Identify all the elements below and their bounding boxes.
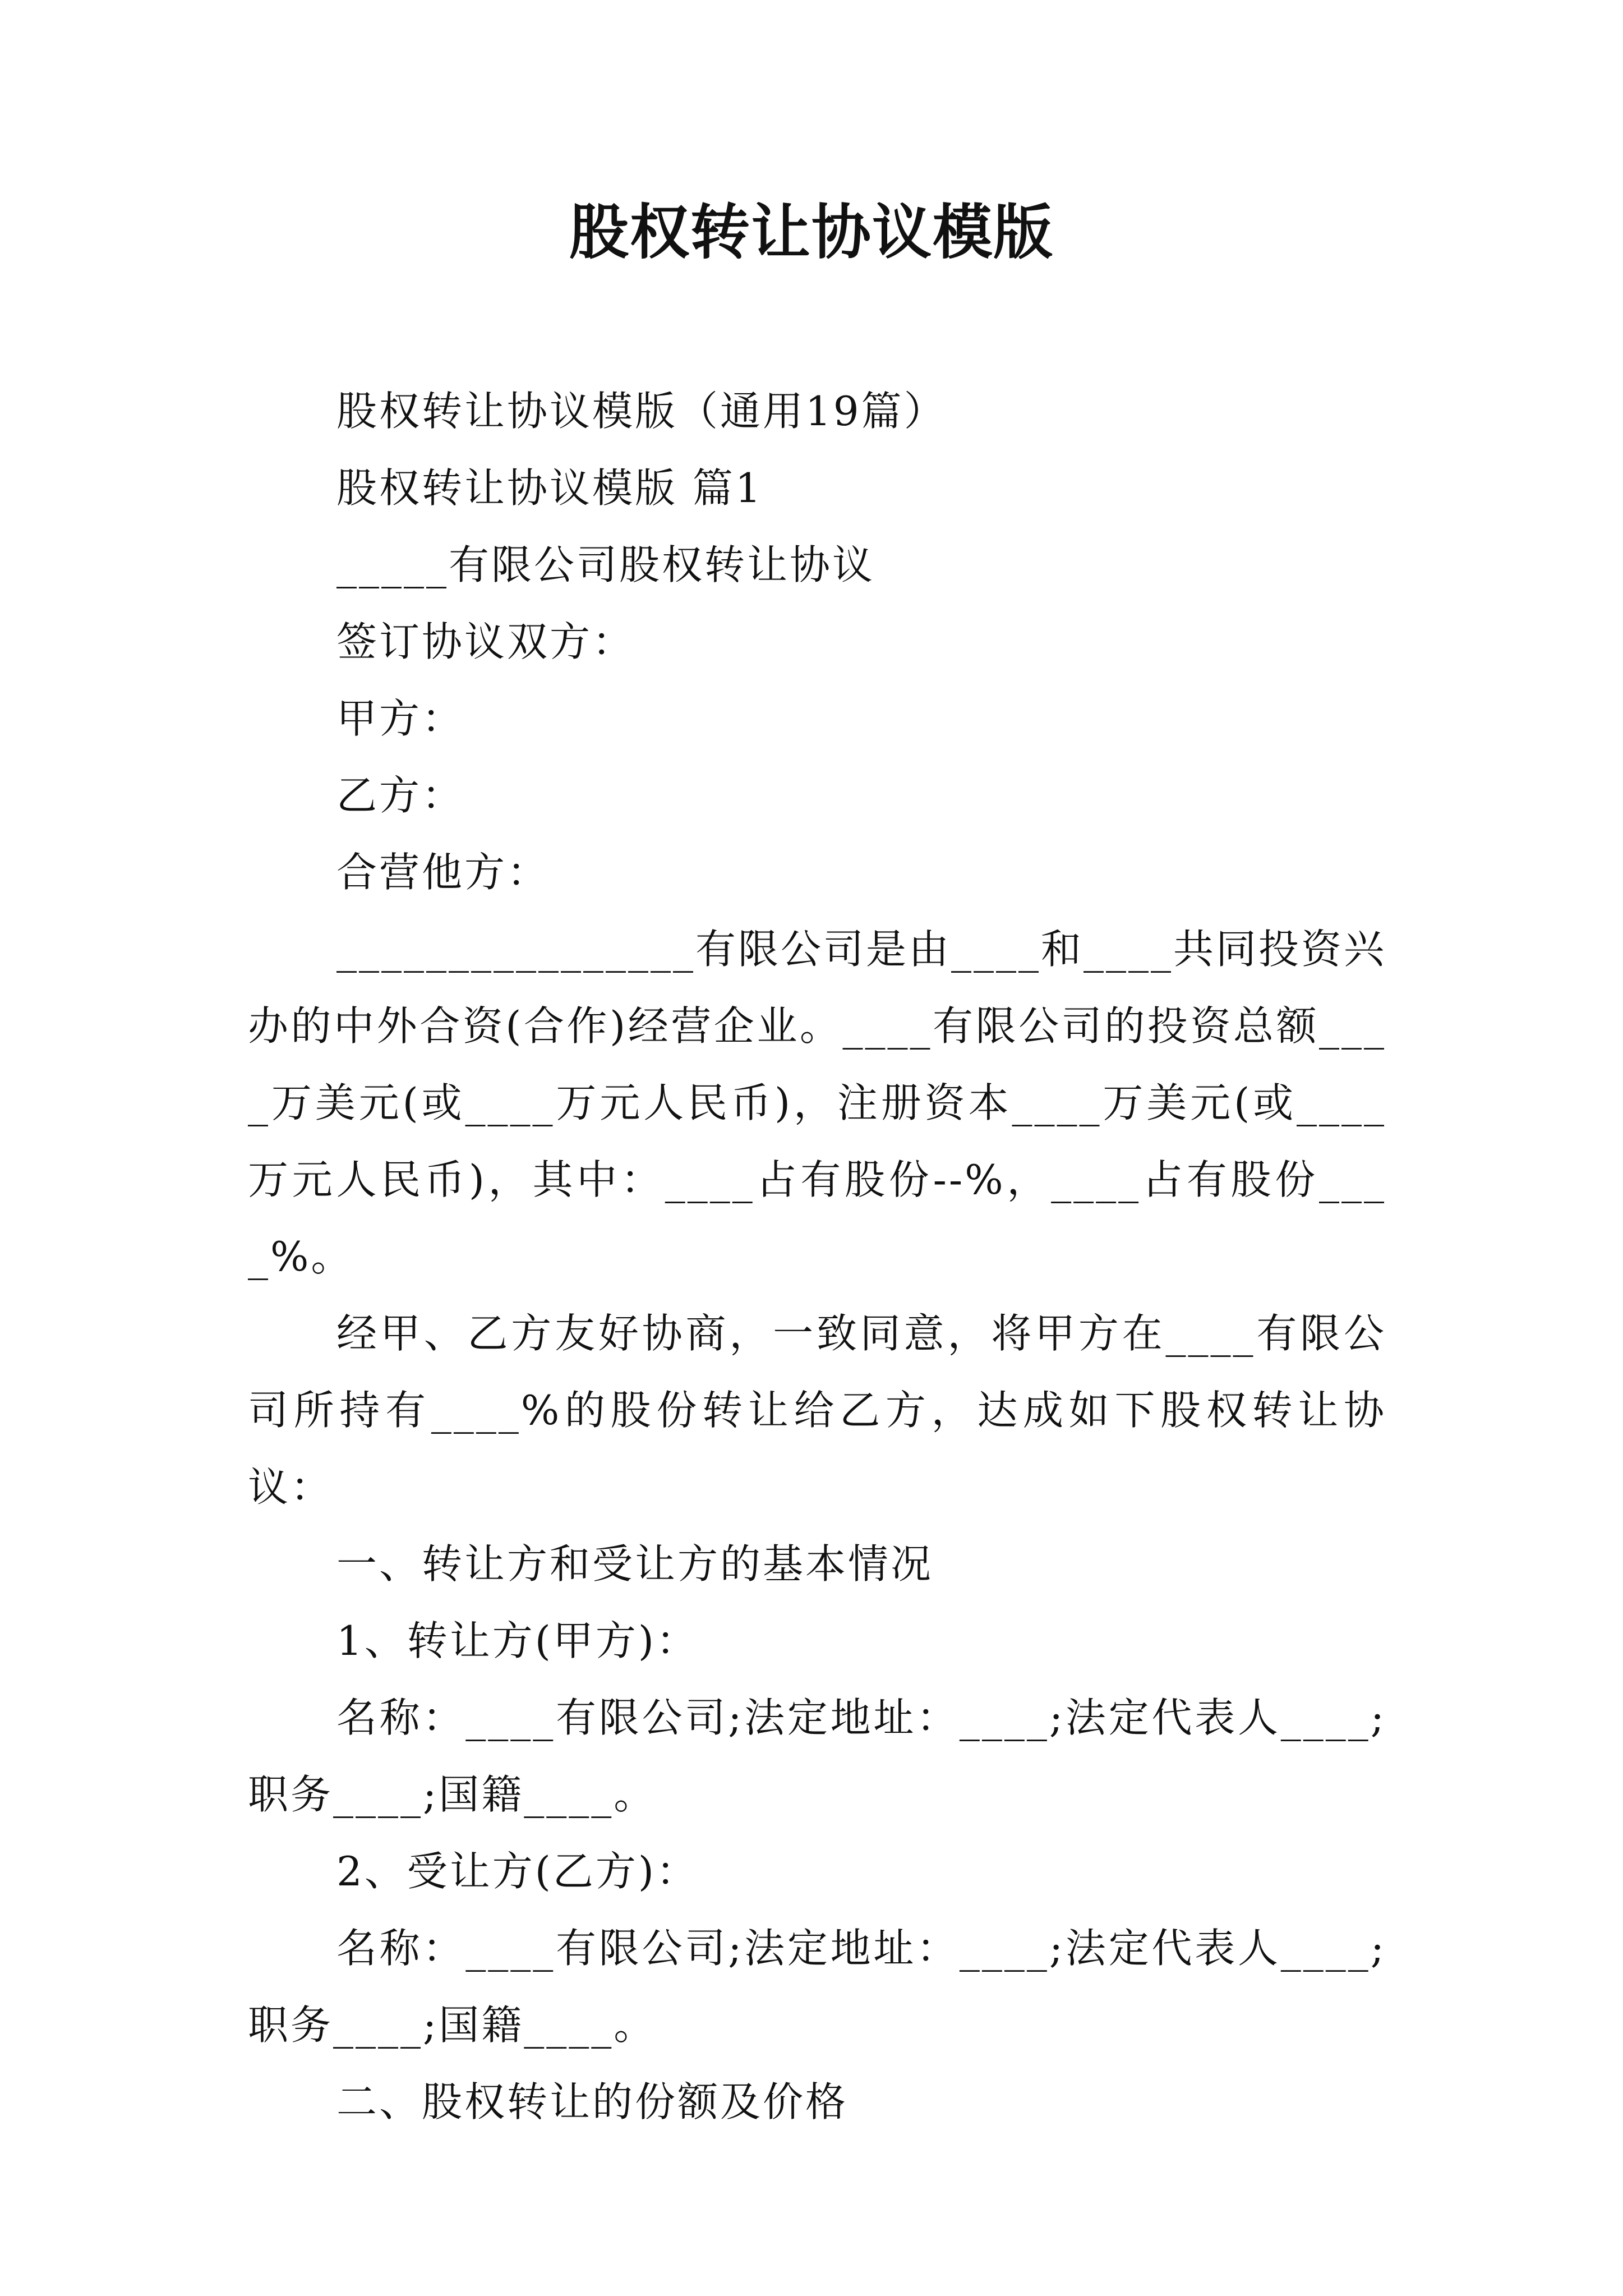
paragraph-transferee-details: 名称：____有限公司;法定地址：____;法定代表人____;职务____;国籍____。: [248, 1925, 1386, 2049]
document-body: [248, 373, 1386, 2141]
document-title: 股权转让协议模版: [569, 198, 1054, 267]
paragraph-transferor-heading: 1、转让方(甲方)：: [336, 1617, 699, 1664]
paragraph-chapter-heading: 股权转让协议模版 篇1: [336, 464, 763, 512]
paragraph-party-b: 乙方：: [336, 772, 465, 819]
paragraph-party-a: 甲方：: [336, 695, 465, 742]
paragraph-section-one: 一、转让方和受让方的基本情况: [336, 1540, 934, 1588]
paragraph-signing-parties: 签订协议双方：: [336, 618, 635, 665]
paragraph-subtitle: 股权转让协议模版（通用19篇）: [336, 388, 947, 435]
paragraph-company-background: ________________有限公司是由____和____共同投资兴办的中外合资(合作)经营企业。____有限公司的投资总额____万美元(或____万元人民币)，注册资本____万美元(或____万元人民币)，其中：____占有股份--%，____占有股份____%。: [248, 926, 1387, 1280]
paragraph-agreement-name: _____有限公司股权转让协议: [336, 541, 875, 588]
paragraph-other-party: 合营他方：: [336, 849, 550, 896]
paragraph-transferor-details: 名称：____有限公司;法定地址：____;法定代表人____;职务____;国籍____。: [248, 1694, 1386, 1818]
paragraph-section-two: 二、股权转让的份额及价格: [336, 2078, 849, 2125]
paragraph-transferee-heading: 2、受让方(乙方)：: [336, 1848, 699, 1895]
paragraph-consensus: 经甲、乙方友好协商，一致同意，将甲方在____有限公司所持有____%的股份转让给乙方，达成如下股权转让协议：: [248, 1310, 1386, 1511]
